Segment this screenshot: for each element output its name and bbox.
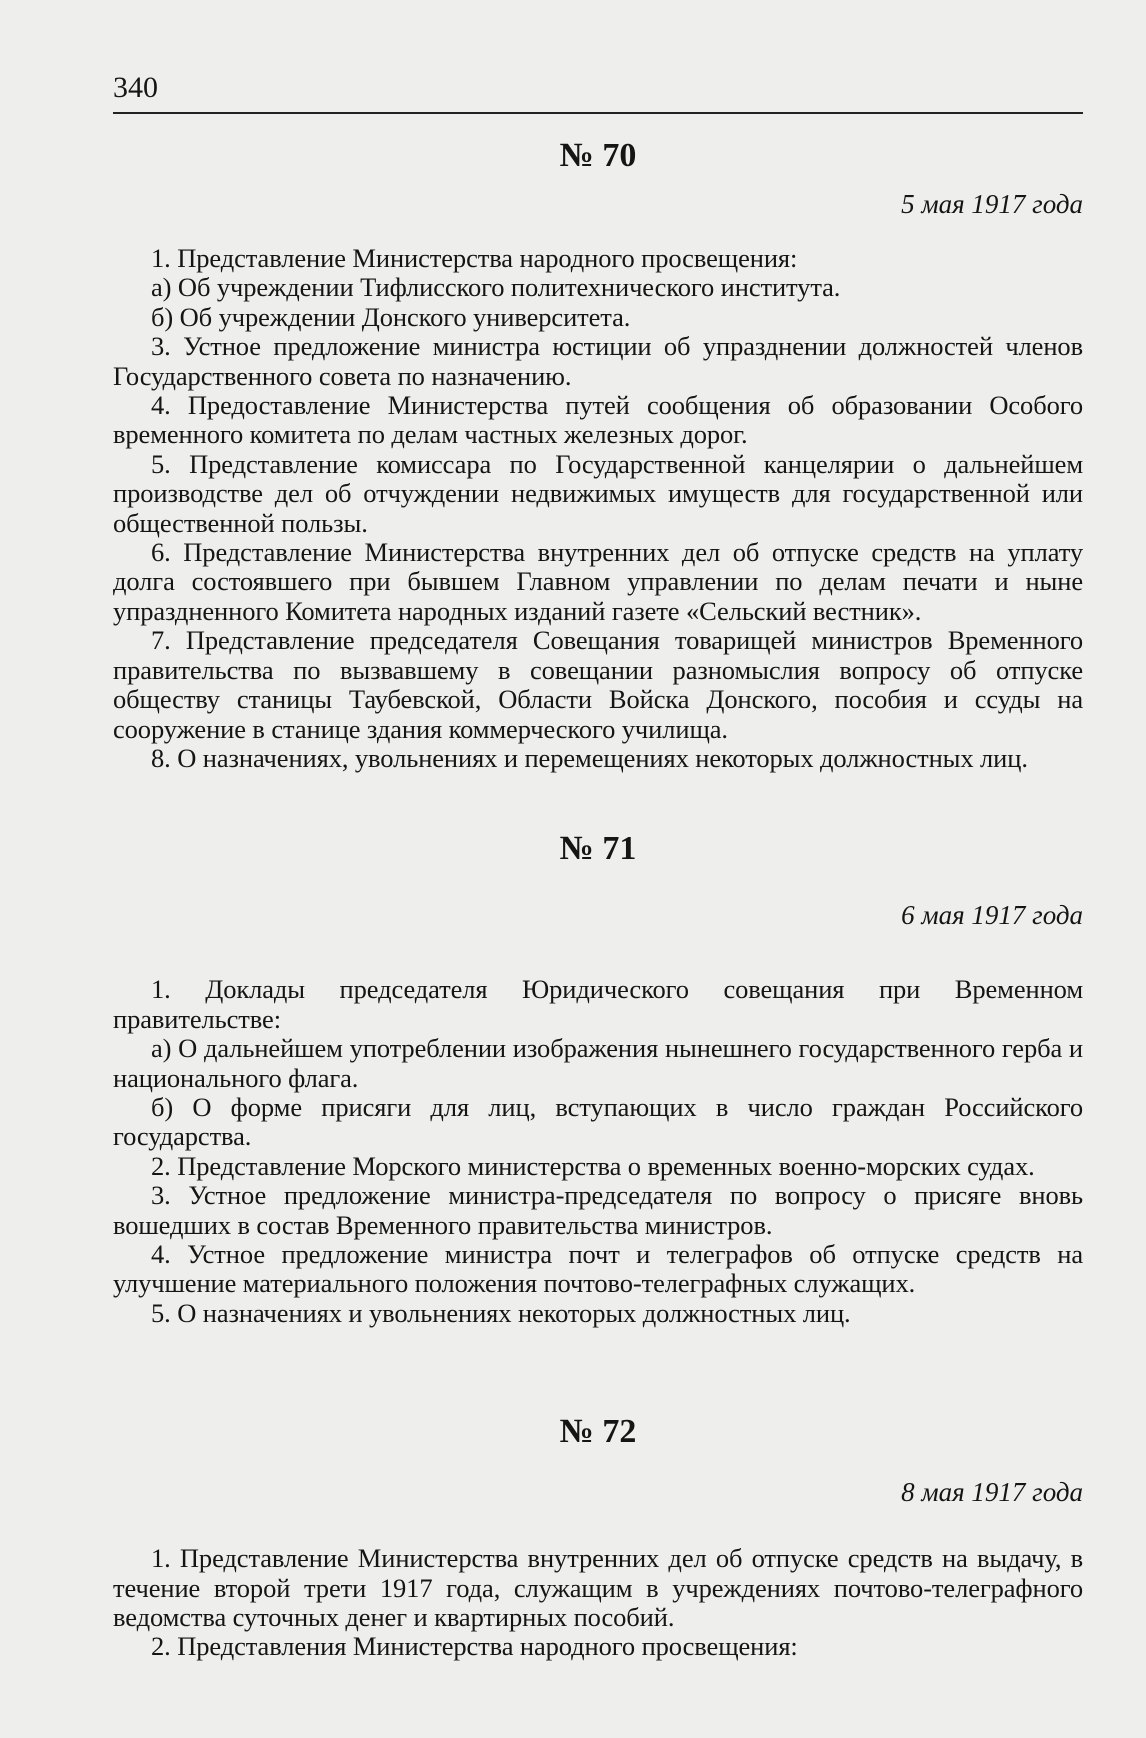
agenda-item: 5. Представление комиссара по Государственной канцелярии о дальнейшем производстве дел об отчуждении недвижимых имуществ для государственной или общественной пользы. [113, 448, 1083, 538]
agenda-item: 2. Представления Министерства народного просвещения: [151, 1631, 798, 1662]
document-date: 5 мая 1917 года [901, 189, 1083, 219]
agenda-item: 1. Представление Министерства внутренних дел об отпуске средств на выдачу, в течение второй трети 1917 года, служащим в учреждениях почтово-телеграфного ведомства суточных денег и квартирных пособий. [113, 1543, 1083, 1632]
document-date: 8 мая 1917 года [901, 1477, 1083, 1508]
document-70 [113, 136, 1083, 773]
document-number: № 70 [559, 137, 637, 174]
agenda-item: б) Об учреждении Донского университета. [151, 301, 631, 332]
agenda-item: 6. Представление Министерства внутренних дел об отпуске средств на уплату долга состоявшего при бывшем Главном управлении по делам печати и ныне упраздненного Комитета народных изданий газете «Сельский вестник». [113, 537, 1083, 626]
agenda-item: 1. Представление Министерства народного просвещения: [151, 243, 798, 273]
agenda-item: 2. Представление Морского министерства о временных военно-морских судах. [151, 1150, 1035, 1181]
agenda-item: б) О форме присяги для лиц, вступающих в число граждан Российского государства. [113, 1091, 1083, 1152]
agenda-item: а) Об учреждении Тифлисского политехнического института. [151, 272, 841, 303]
agenda-item: 5. О назначениях и увольнениях некоторых должностных лиц. [151, 1297, 851, 1328]
document-72 [113, 1412, 1083, 1662]
agenda-item: 8. О назначениях, увольнениях и перемещениях некоторых должностных лиц. [151, 742, 1028, 773]
document-number: № 72 [559, 1413, 637, 1451]
document-number: № 71 [559, 830, 637, 868]
page-number: 340 [113, 71, 158, 104]
agenda-item: 1. Доклады председателя Юридического совещания при Временном правительстве: [113, 974, 1083, 1034]
agenda-item: 3. Устное предложение министра юстиции об упразднении должностей членов Государственного совета по назначению. [113, 331, 1083, 391]
agenda-item: а) О дальнейшем употреблении изображения нынешнего государственного герба и национального флага. [113, 1033, 1083, 1093]
document-date: 6 мая 1917 года [901, 900, 1083, 931]
agenda-item: 3. Устное предложение министра-председателя по вопросу о присяге вновь вошедших в состав Временного правительства министров. [113, 1180, 1083, 1240]
agenda-item: 7. Представление председателя Совещания товарищей министров Временного правительства по вызвавшему в совещании разномыслия вопросу об отпуске обществу станицы Таубевской, Области Войска Донского, пособия и ссуды на сооружение в станице здания коммерческого училища. [113, 625, 1083, 744]
agenda-item: 4. Устное предложение министра почт и телеграфов об отпуске средств на улучшение материального положения почтово-телеграфных служащих. [113, 1238, 1083, 1299]
header-rule [113, 112, 1083, 114]
agenda-item: 4. Предоставление Министерства путей сообщения об образовании Особого временного комитета по делам частных железных дорог. [113, 390, 1083, 450]
document-71 [113, 829, 1083, 1328]
document-body [113, 136, 1083, 1662]
